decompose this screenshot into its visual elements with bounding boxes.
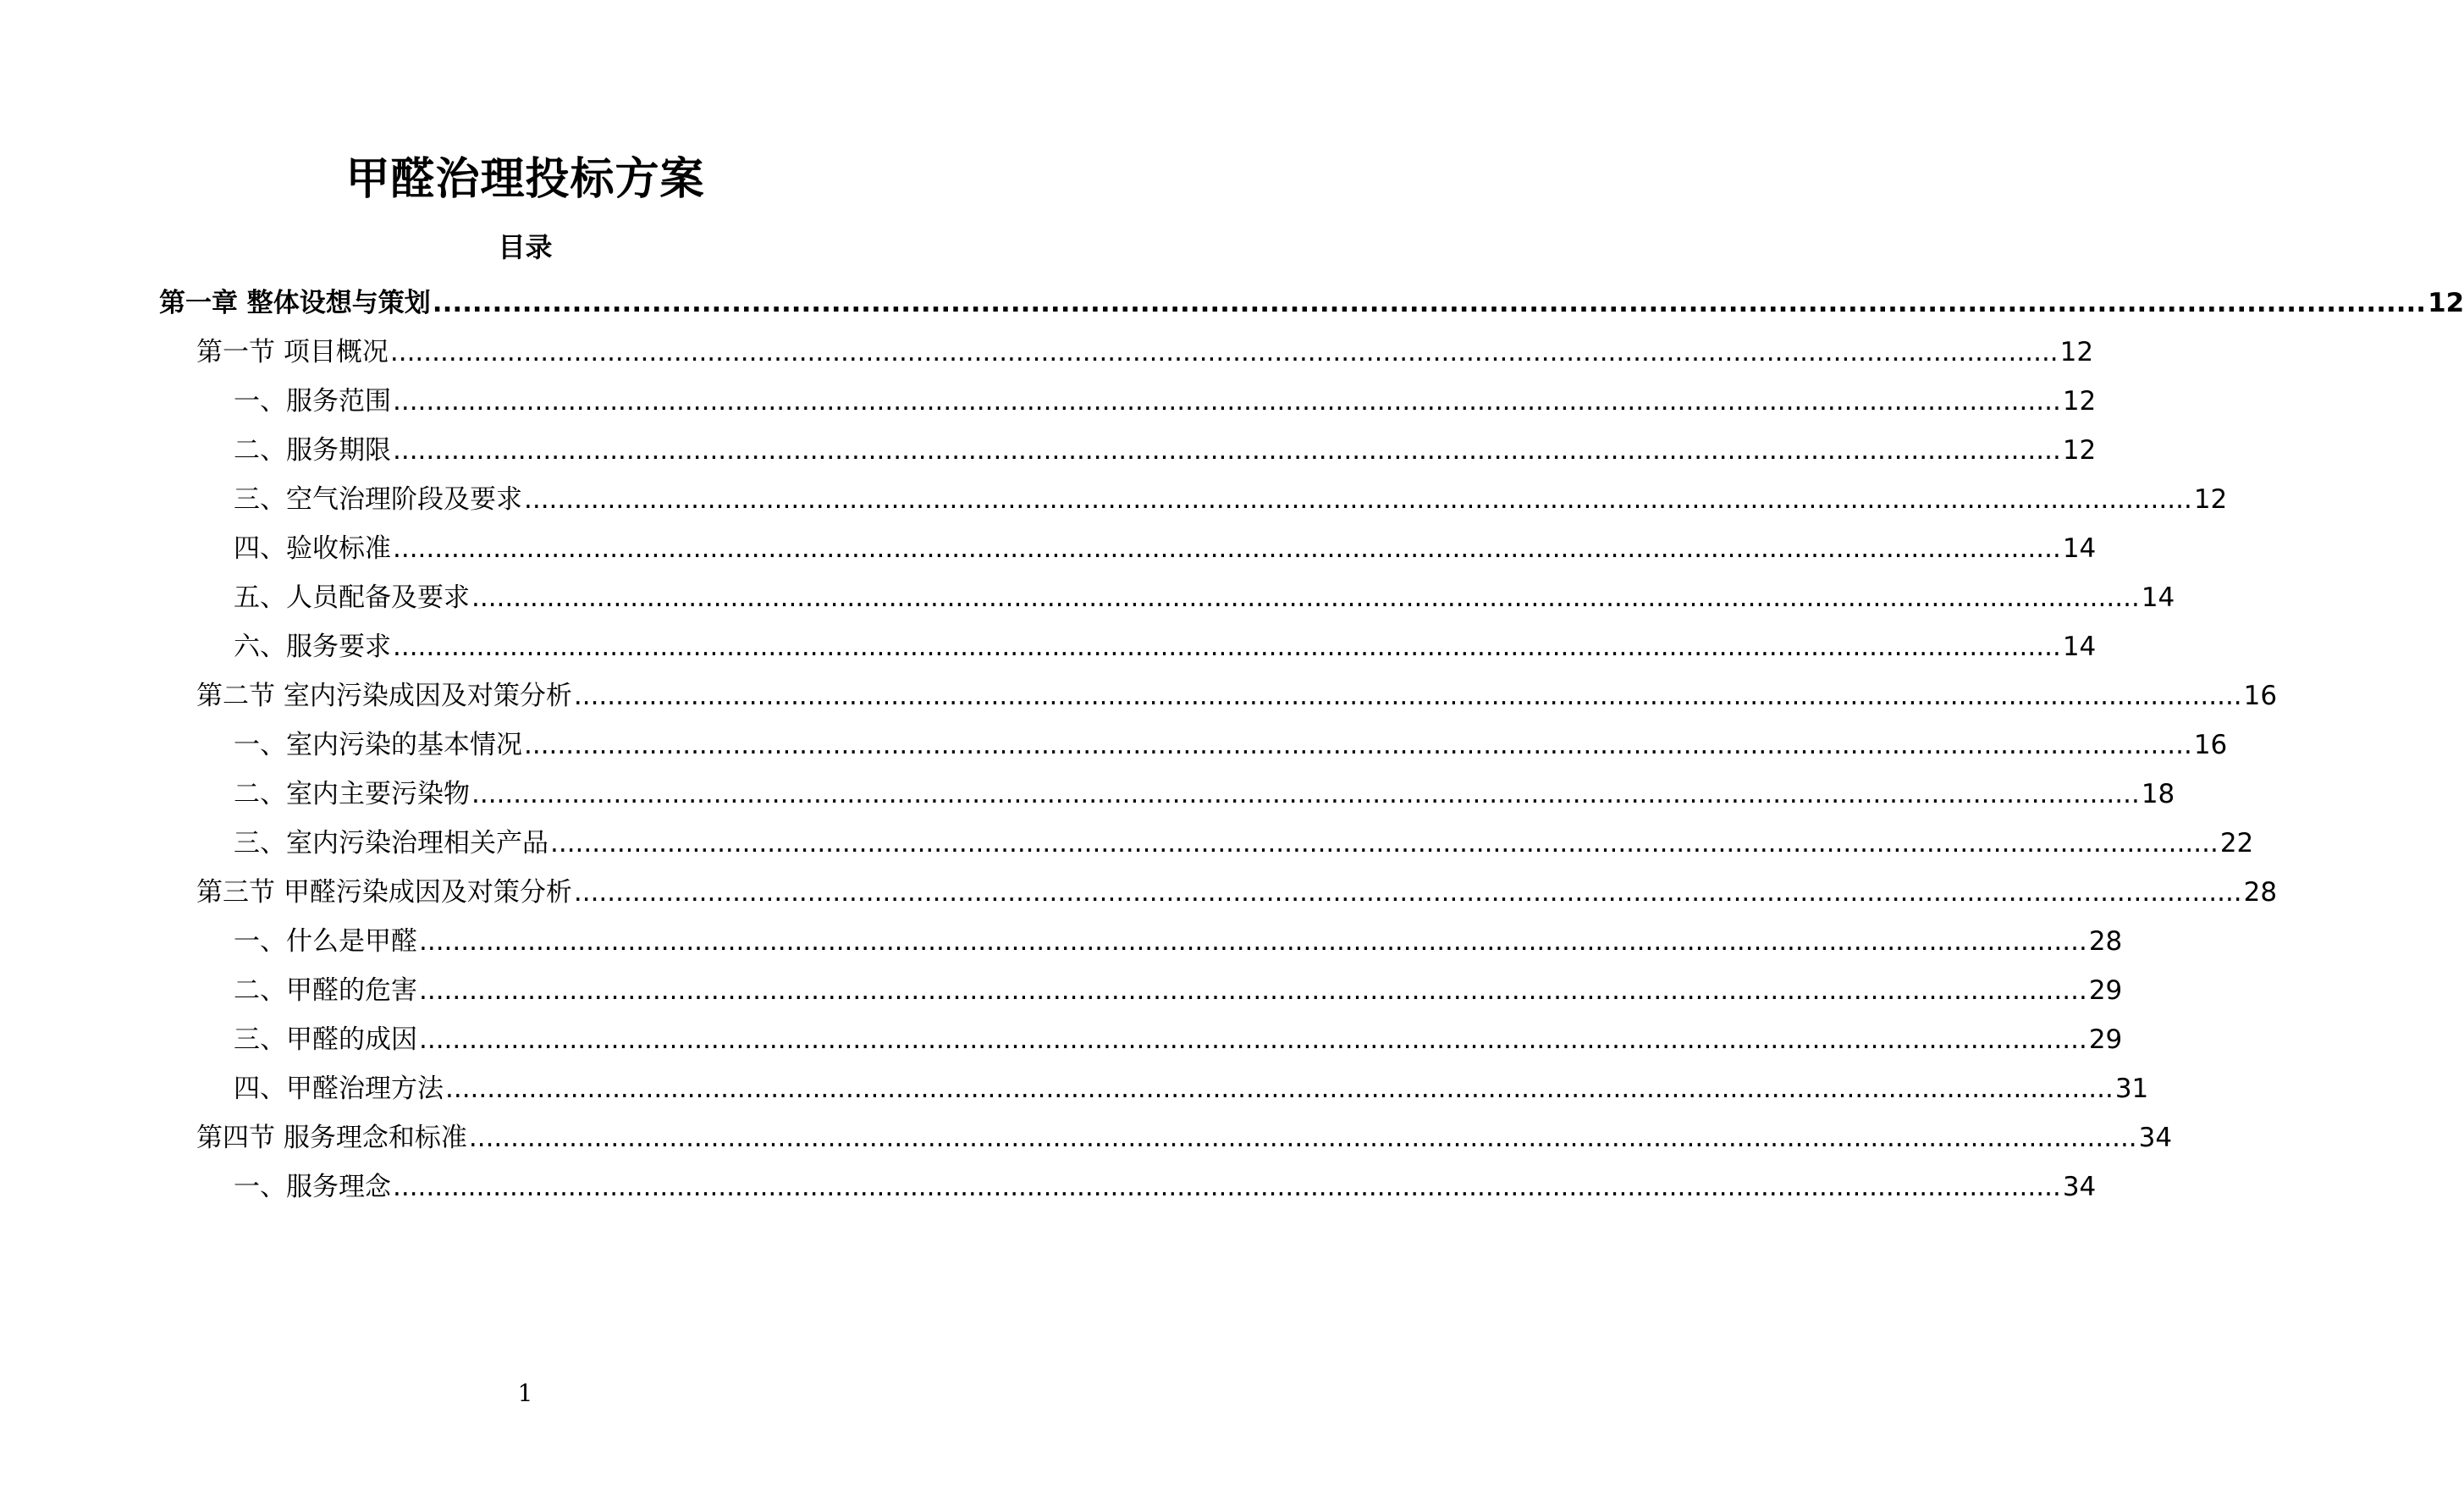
toc-entry-label: 六、服务要求 [234, 632, 391, 662]
toc-entry-page: 12 [2059, 337, 2094, 367]
toc-entry-item[interactable] [234, 972, 2123, 1009]
toc-entry-section-1-2[interactable] [196, 677, 2278, 715]
toc-entry-item[interactable] [234, 726, 2228, 764]
toc-entry-label: 三、空气治理阶段及要求 [234, 484, 522, 515]
toc-entry-page: 14 [2141, 582, 2175, 613]
toc-entry-item[interactable] [234, 1168, 2097, 1206]
toc-entry-item[interactable] [234, 628, 2097, 665]
toc-dot-leader: ........................................................................................................................................................................................................ [393, 386, 2061, 417]
toc-dot-leader: ........................................................................................................................................................................................................ [524, 484, 2192, 515]
toc-entry-page: 12 [2062, 435, 2097, 466]
toc-entry-item[interactable] [234, 825, 2254, 862]
toc-dot-leader: ........................................................................................................................................................................................................ [573, 877, 2242, 908]
toc-entry-page: 14 [2062, 632, 2097, 662]
toc-entry-page: 12 [2193, 484, 2228, 515]
toc-entry-label: 四、甲醛治理方法 [234, 1074, 444, 1104]
toc-dot-leader: ........................................................................................................................................................................................................ [432, 288, 2427, 318]
toc-entry-label: 第一节 项目概况 [196, 337, 389, 367]
toc-dot-leader: ........................................................................................................................................................................................................ [471, 582, 2140, 613]
toc-entry-page: 22 [2219, 828, 2254, 858]
toc-entry-chapter-1[interactable] [159, 284, 2464, 322]
page-number: 1 [517, 1379, 533, 1407]
toc-dot-leader: ........................................................................................................................................................................................................ [573, 681, 2242, 711]
toc-entry-label: 三、甲醛的成因 [234, 1024, 417, 1055]
toc-dot-leader: ........................................................................................................................................................................................................ [389, 337, 2059, 367]
toc-dot-leader: ........................................................................................................................................................................................................ [419, 926, 2087, 957]
document-title: 甲醛治理投标方案 [345, 154, 705, 205]
toc-entry-label: 一、服务范围 [234, 386, 391, 417]
toc-entry-page: 12 [2062, 386, 2097, 417]
toc-entry-page: 34 [2138, 1123, 2173, 1153]
toc-entry-label: 第二节 室内污染成因及对策分析 [196, 681, 572, 711]
toc-heading: 目录 [498, 231, 553, 263]
toc-entry-page: 34 [2062, 1172, 2097, 1202]
toc-dot-leader: ........................................................................................................................................................................................................ [393, 632, 2061, 662]
toc-entry-label: 一、什么是甲醛 [234, 926, 417, 957]
toc-entry-page: 14 [2062, 533, 2097, 564]
toc-entry-item[interactable] [234, 1070, 2149, 1107]
toc-dot-leader: ........................................................................................................................................................................................................ [445, 1074, 2114, 1104]
toc-entry-label: 第一章 整体设想与策划 [159, 288, 431, 318]
toc-dot-leader: ........................................................................................................................................................................................................ [524, 730, 2192, 760]
toc-entry-item[interactable] [234, 1021, 2123, 1058]
toc-entry-page: 28 [2243, 877, 2278, 908]
toc-entry-label: 二、室内主要污染物 [234, 779, 470, 809]
toc-entry-section-1-3[interactable] [196, 874, 2278, 911]
toc-entry-page: 16 [2193, 730, 2228, 760]
toc-entry-page: 18 [2141, 779, 2175, 809]
toc-dot-leader: ........................................................................................................................................................................................................ [393, 1172, 2061, 1202]
toc-entry-page: 29 [2088, 1024, 2123, 1055]
toc-entry-label: 二、服务期限 [234, 435, 391, 466]
toc-dot-leader: ........................................................................................................................................................................................................ [419, 975, 2087, 1006]
toc-entry-page: 28 [2088, 926, 2123, 957]
toc-entry-item[interactable] [234, 383, 2097, 420]
toc-entry-label: 第三节 甲醛污染成因及对策分析 [196, 877, 572, 908]
toc-entry-page: 12 [2428, 288, 2464, 318]
toc-entry-label: 一、室内污染的基本情况 [234, 730, 522, 760]
toc-dot-leader: ........................................................................................................................................................................................................ [393, 435, 2061, 466]
toc-entry-item[interactable] [234, 923, 2123, 960]
toc-entry-item[interactable] [234, 432, 2097, 469]
toc-entry-page: 16 [2243, 681, 2278, 711]
toc-entry-item[interactable] [234, 776, 2175, 813]
toc-entry-section-1-4[interactable] [196, 1119, 2173, 1157]
toc-entry-label: 三、室内污染治理相关产品 [234, 828, 548, 858]
toc-entry-item[interactable] [234, 579, 2175, 616]
toc-dot-leader: ........................................................................................................................................................................................................ [468, 1123, 2137, 1153]
toc-entry-item[interactable] [234, 530, 2097, 567]
toc-entry-label: 四、验收标准 [234, 533, 391, 564]
toc-entry-item[interactable] [234, 481, 2228, 518]
toc-dot-leader: ........................................................................................................................................................................................................ [419, 1024, 2087, 1055]
toc-entry-label: 五、人员配备及要求 [234, 582, 470, 613]
toc-entry-page: 29 [2088, 975, 2123, 1006]
toc-dot-leader: ........................................................................................................................................................................................................ [471, 779, 2140, 809]
toc-entry-label: 二、甲醛的危害 [234, 975, 417, 1006]
toc-dot-leader: ........................................................................................................................................................................................................ [550, 828, 2219, 858]
toc-dot-leader: ........................................................................................................................................................................................................ [393, 533, 2061, 564]
toc-entry-section-1-1[interactable] [196, 334, 2094, 371]
toc-entry-label: 一、服务理念 [234, 1172, 391, 1202]
toc-entry-page: 31 [2114, 1074, 2149, 1104]
toc-entry-label: 第四节 服务理念和标准 [196, 1123, 467, 1153]
